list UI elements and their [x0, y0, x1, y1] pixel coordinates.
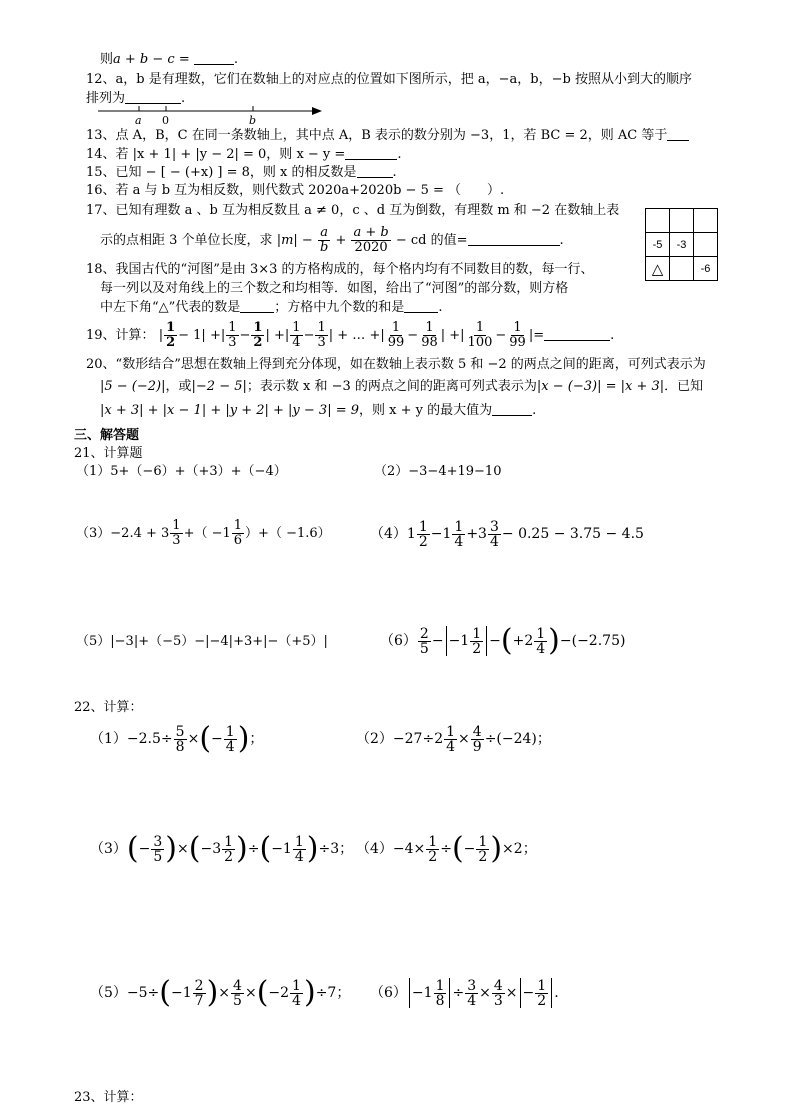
- q21-part5: （5）|−3|+（−5）−|−4|+3+|−（+5）|: [76, 634, 328, 649]
- grid-cell: -6: [694, 257, 718, 281]
- answer-blank: [404, 300, 438, 313]
- fraction: $\frac{1}{2}$: [472, 625, 482, 657]
- fraction: $\frac{2}{7}$: [194, 977, 204, 1009]
- fraction: $\frac{1}{8}$: [435, 977, 445, 1009]
- fraction: $\frac{5}{8}$: [175, 723, 185, 755]
- fraction: $\frac{1}{6}$: [233, 518, 243, 548]
- q21-part6: （6） $\frac{2}{5}$ − −1 $\frac{1}{2}$ −(+2 $\frac{1}{4}$ )−(−2.75): [380, 623, 626, 658]
- grid-row: [646, 257, 718, 281]
- grid-cell: -5: [646, 233, 670, 257]
- fraction: $\frac{1}{4}$: [446, 723, 456, 755]
- fraction-sum-over-2020: $\frac{a + b}{2020}$: [353, 225, 389, 255]
- number-line: [96, 102, 326, 126]
- fraction: $\frac{1}{2}$: [224, 833, 234, 865]
- fraction: $\frac{1}{3}$: [228, 320, 237, 350]
- fraction: $\frac{1}{4}$: [294, 833, 304, 865]
- fraction: $\frac{1}{2}$: [418, 518, 428, 550]
- grid-cell: [670, 209, 694, 233]
- answer-blank: [468, 233, 560, 246]
- answer-blank: [544, 328, 610, 341]
- q18-line2: 每一列以及对角线上的三个数之和均相等．如图，给出了“河图”的部分数，则方格: [100, 281, 569, 296]
- section-title: 三、解答题: [74, 428, 140, 443]
- fraction: $\frac{1}{4}$: [292, 320, 301, 350]
- fraction: $\frac{1}{99}$: [509, 320, 526, 350]
- grid-cell: [694, 209, 718, 233]
- q17-line1: 17、已知有理数 a 、b 互为相反数且 a ≠ 0，c 、d 互为倒数，有理数 m 和 −2 在数轴上表: [86, 203, 620, 218]
- fraction: $\frac{3}{4}$: [489, 518, 499, 550]
- axis-label-b: b: [249, 114, 257, 126]
- fraction: $\frac{1}{4}$: [225, 723, 235, 755]
- q22-part6: （6） −1 $\frac{1}{8}$ ÷ $\frac{3}{4}$ × $\frac{4}{3}$ × − $\frac{1}{2}$ .: [370, 977, 559, 1009]
- q21-part3: （3）−2.4 + 3 $\frac{1}{3}$ +（ −1 $\frac{1}{6}$ ）+（ −1.6）: [76, 518, 331, 548]
- q18-line1: 18、我国古代的“河图”是由 3×3 的方格构成的，每个格内均有不同数目的数，每一行、: [86, 262, 594, 277]
- q22-part1: （1）−2.5÷ $\frac{5}{8}$ ×(− $\frac{1}{4}$ )；: [90, 721, 264, 756]
- fraction: $\frac{4}{3}$: [493, 977, 503, 1009]
- q20-line2: |5 − (−2)|，或|−2 − 5|；表示数 x 和 −3 的两点之间的距离可列式表示为|x − (−3)| = |x + 3|．已知: [100, 379, 704, 394]
- answer-blank: [194, 52, 234, 65]
- triangle-cell: △: [646, 257, 670, 281]
- fraction: $\frac{2}{5}$: [419, 625, 429, 657]
- fraction: $\frac{1}{98}$: [421, 320, 438, 350]
- q22-part3: （3）(− $\frac{3}{5}$ )×(−3 $\frac{1}{2}$ )÷(−1 $\frac{1}{4}$ )÷3；: [90, 831, 354, 866]
- fraction: $\frac{1}{2}$: [537, 977, 547, 1009]
- fraction: $\frac{1}{4}$: [536, 625, 546, 657]
- grid-cell: [646, 209, 670, 233]
- fraction: $\frac{1}{100}$: [467, 320, 493, 350]
- grid-cell: -3: [670, 233, 694, 257]
- fraction: $\frac{1}{4}$: [292, 977, 301, 1009]
- q21-part4: （4）1 $\frac{1}{2}$ −1 $\frac{1}{4}$ +3 $\frac{3}{4}$ − 0.25 − 3.75 − 4.5: [370, 518, 644, 550]
- fraction: $\frac{1}{4}$: [454, 518, 464, 550]
- fraction: $\frac{1}{3}$: [317, 320, 326, 350]
- axis-label-0: 0: [162, 114, 169, 126]
- q19: 19、计算： | $\frac{1}{2}$ − 1| +| $\frac{1}{3}$ − $\frac{1}{2}$ | +| $\frac{1}{4}$ − $\frac{1}{3}$ | + … +| $\frac{1}{99}$ − $\frac{1}{98}$ | +| $\frac{1}{100}$ − $\frac{1}{99}$ |= .: [86, 320, 615, 350]
- fraction: $\frac{1}{2}$: [166, 320, 176, 350]
- fraction: $\frac{1}{2}$: [253, 320, 263, 350]
- q18-line3: 中左下角“△”代表的数是 ；方格中九个数的和是 .: [100, 300, 443, 315]
- fraction: $\frac{1}{3}$: [172, 518, 181, 548]
- q22-part4: （4）−4× $\frac{1}{2}$ ÷(− $\frac{1}{2}$ )×2；: [356, 831, 537, 866]
- q21-title: 21、计算题: [74, 446, 143, 461]
- axis-label-a: a: [135, 114, 142, 126]
- q22-part5: （5）−5÷(−1 $\frac{2}{7}$ )× $\frac{4}{5}$ ×(−2 $\frac{1}{4}$ )÷7；: [90, 975, 351, 1010]
- fraction: $\frac{3}{4}$: [467, 977, 477, 1009]
- answer-blank: [667, 128, 689, 141]
- q15: 15、已知 − [ − (+x) ] = 8，则 x 的相反数是 .: [86, 165, 397, 180]
- grid-row: [646, 233, 718, 257]
- fraction-a-over-b: $\frac{a}{b}$: [319, 225, 329, 255]
- fraction: $\frac{1}{99}$: [387, 320, 405, 350]
- q16: 16、若 a 与 b 互为相反数，则代数式 2020a+2020b − 5 = （ ）.: [86, 183, 505, 198]
- fraction: $\frac{1}{2}$: [478, 833, 488, 865]
- grid-row: [646, 209, 718, 233]
- fraction: $\frac{4}{5}$: [233, 977, 242, 1009]
- q21-part2: （2）−3−4+19−10: [374, 464, 502, 479]
- q20-line1: 20、“数形结合”思想在数轴上得到充分体现，如在数轴上表示数 5 和 −2 的两点之间的距离，可列式表示为: [86, 357, 706, 372]
- answer-blank: [240, 300, 274, 313]
- q20-line3: |x + 3| + |x − 1| + |y + 2| + |y − 3| = 9，则 x + y 的最大值为 .: [100, 403, 537, 418]
- fraction: $\frac{1}{2}$: [428, 833, 438, 865]
- q17-line2: 示的点相距 3 个单位长度，求 |m| − $\frac{a}{b}$ + $\frac{a + b}{2020}$ − cd 的值= .: [100, 225, 564, 255]
- answer-blank: [345, 147, 397, 160]
- q22-title: 22、计算：: [74, 700, 143, 715]
- q11-tail: 则a + b − c = .: [100, 52, 238, 67]
- fraction: $\frac{4}{9}$: [472, 723, 482, 755]
- answer-blank: [492, 403, 532, 416]
- q21-part1: （1）5+（−6）+（+3）+（−4）: [76, 464, 287, 479]
- q12-line1: 12、a，b 是有理数，它们在数轴上的对应点的位置如下图所示，把 a，−a，b，−b 按照从小到大的顺序: [86, 72, 692, 87]
- answer-blank: [357, 165, 393, 178]
- q12-line2: 排列为 .: [86, 91, 186, 106]
- q13: 13、点 A，B，C 在同一条数轴上，其中点 A，B 表示的数分别为 −3，1，若 BC = 2，则 AC 等于: [86, 128, 689, 144]
- q22-part2: （2）−27÷2 $\frac{1}{4}$ × $\frac{4}{9}$ ÷(−24)；: [356, 723, 551, 755]
- hetu-grid: [645, 208, 718, 281]
- grid-cell: [670, 257, 694, 281]
- q23-title: 23、计算：: [74, 1090, 143, 1105]
- q14: 14、若 |x + 1| + |y − 2| = 0，则 x − y = .: [86, 147, 402, 162]
- grid-cell: [694, 233, 718, 257]
- fraction: $\frac{3}{5}$: [153, 833, 163, 865]
